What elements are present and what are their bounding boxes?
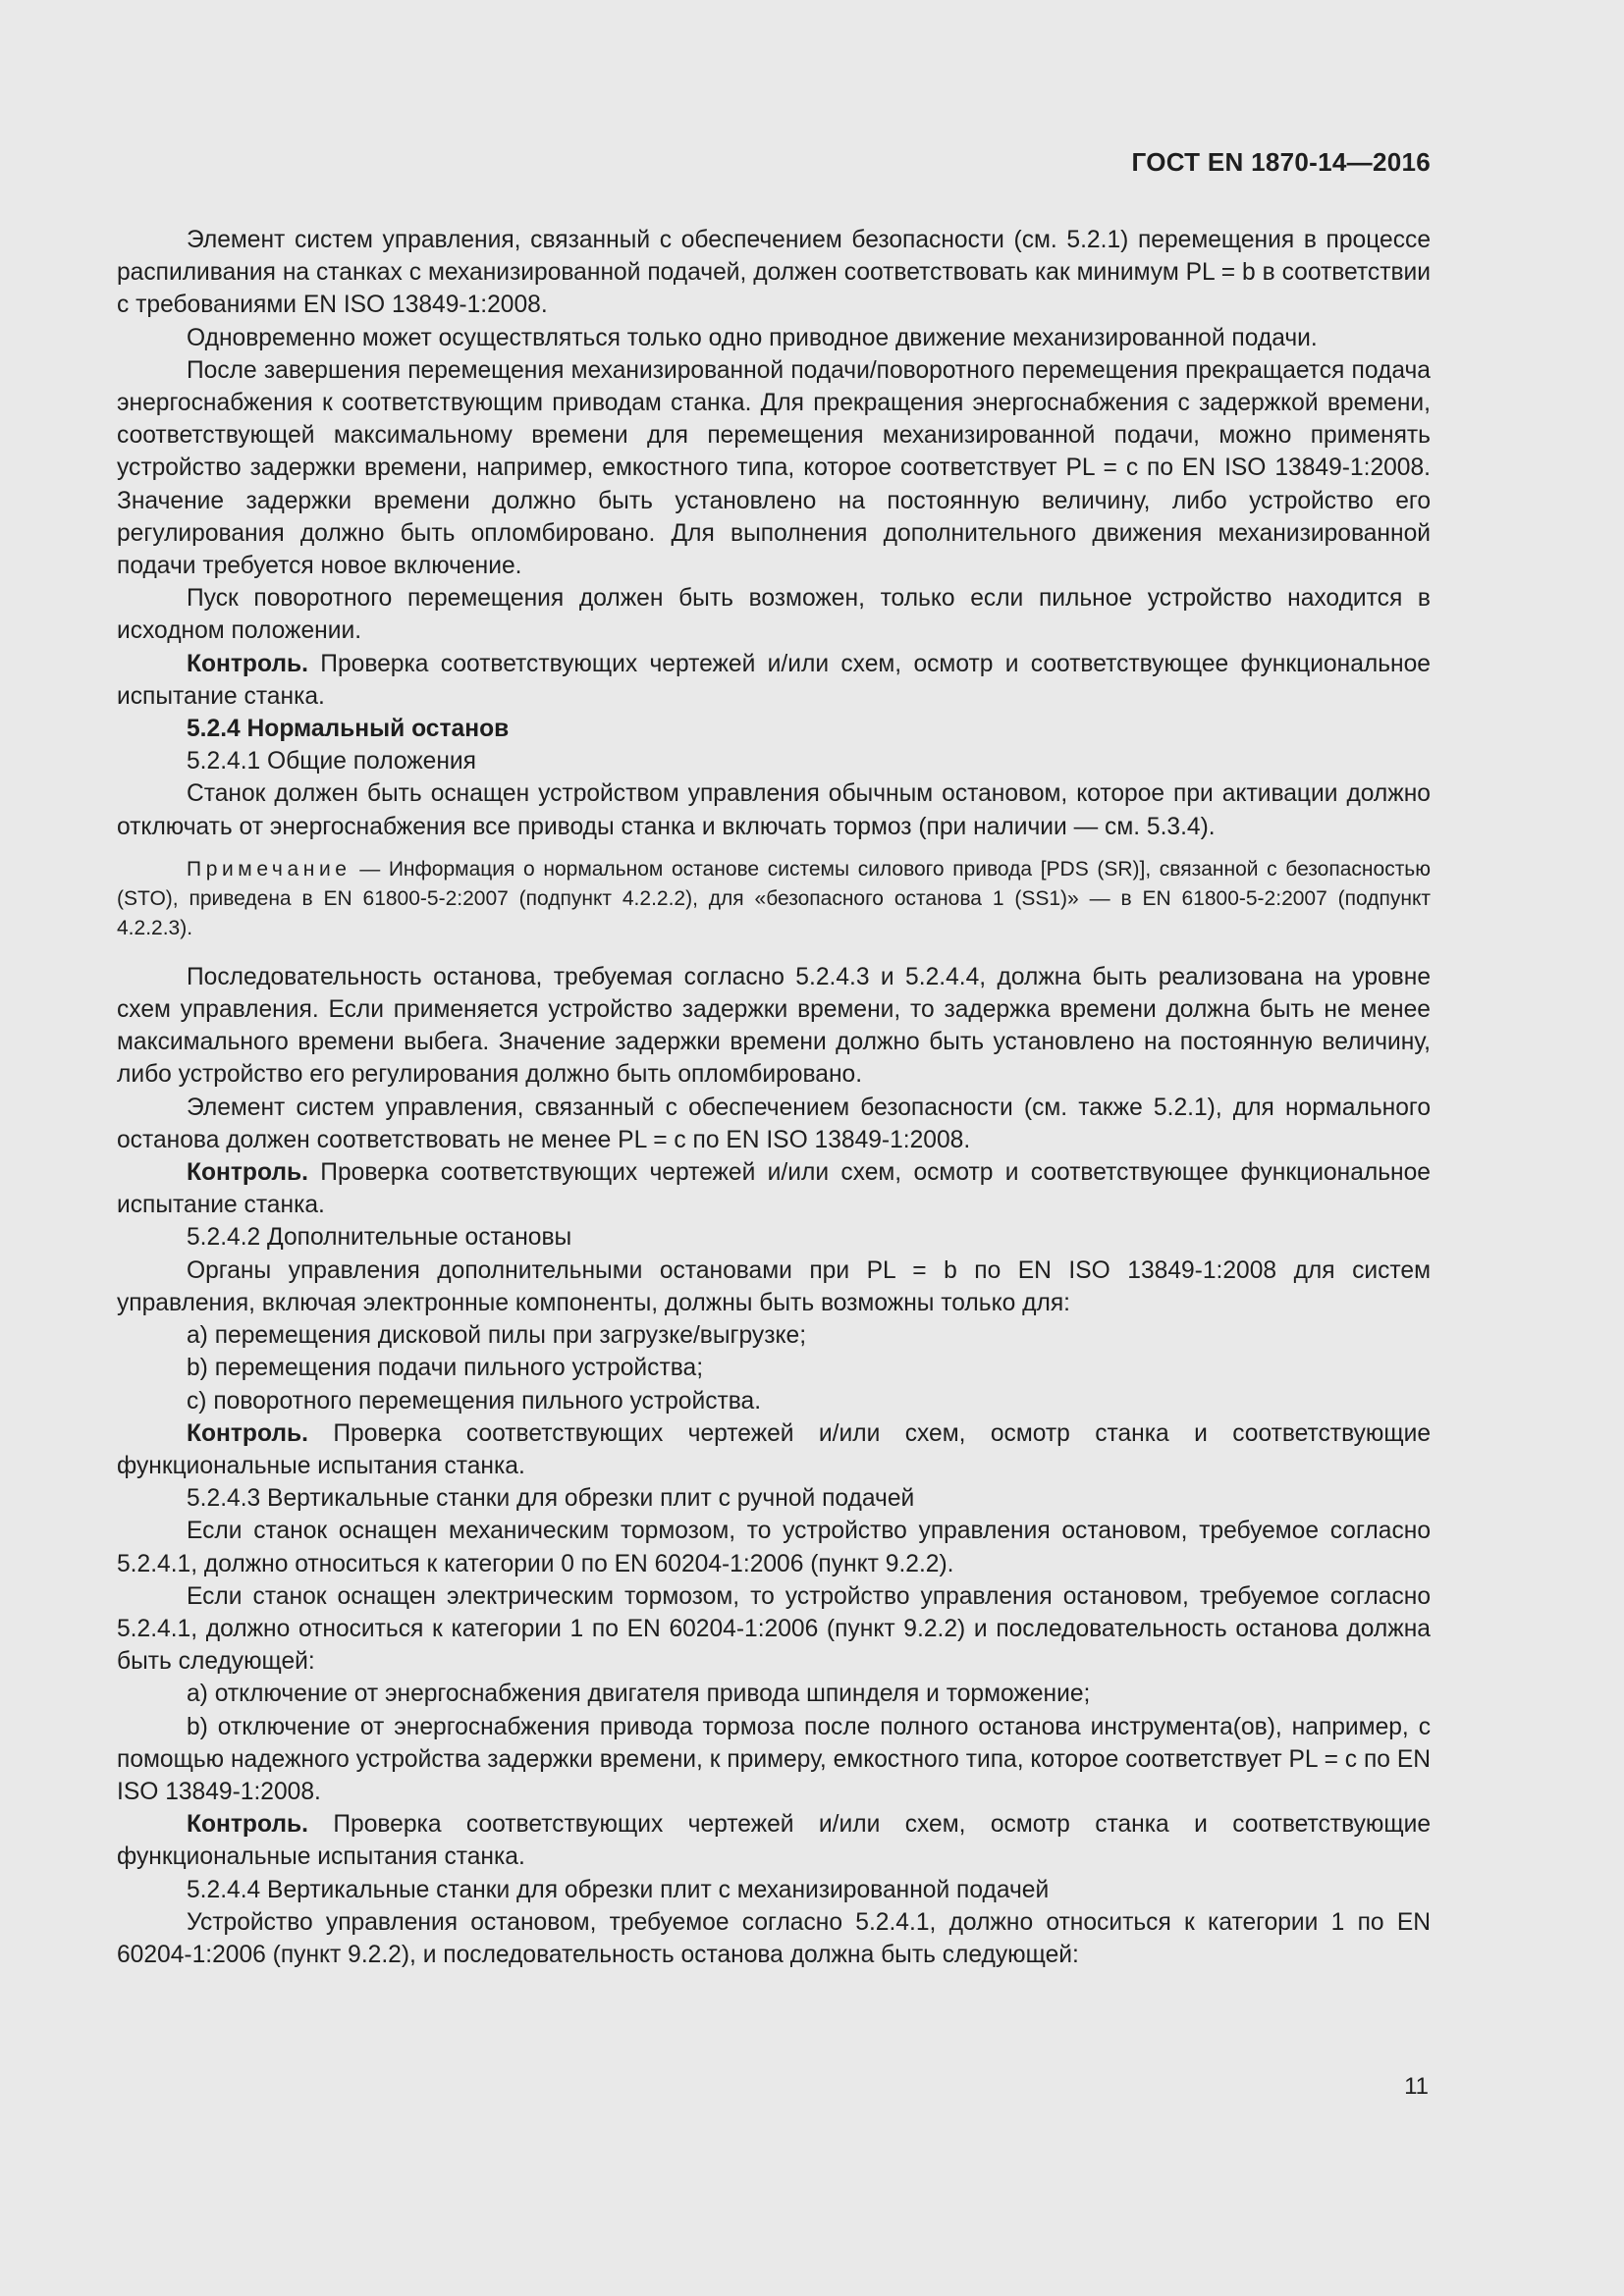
- paragraph: Станок должен быть оснащен устройством управления обычным остановом, которое при активации должно отключать от энергоснабжения все приводы станка и включать тормоз (при наличии — см. 5.3.4).: [117, 780, 1431, 840]
- list-item: b) перемещения подачи пильного устройства;: [187, 1355, 704, 1382]
- note-text: — Информация о нормальном останове системы силового привода [PDS (SR)], связанной с безопасностью (STO), приведена в EN 61800-5-2:2007 (подпункт 4.2.2.2), для «безопасного останова 1 (SS1)» — в EN 61800-5-2:2007 (подпункт 4.2.2.3).: [117, 857, 1431, 939]
- control-text: Проверка соответствующих чертежей и/или схем, осмотр станка и соответствующие функциональные испытания станка.: [117, 1811, 1431, 1871]
- list-item: a) отключение от энергоснабжения двигателя привода шпинделя и торможение;: [187, 1681, 1091, 1708]
- control-paragraph: [117, 1808, 1431, 1873]
- subsection-heading: 5.2.4.1 Общие положения: [187, 748, 476, 775]
- control-label: Контроль.: [187, 1159, 308, 1187]
- control-text: Проверка соответствующих чертежей и/или схем, осмотр и соответствующее функциональное испытание станка.: [117, 1159, 1431, 1219]
- note: [117, 855, 1431, 943]
- control-label: Контроль.: [187, 1811, 308, 1839]
- paragraph: Если станок оснащен электрическим тормозом, то устройство управления остановом, требуемое согласно 5.2.4.1, должно относиться к категории 1 по EN 60204-1:2006 (пункт 9.2.2) и последовательность останова должна быть следующей:: [117, 1582, 1431, 1676]
- document-body: [117, 224, 1431, 1971]
- paragraph: Органы управления дополнительными остановами при PL = b по EN ISO 13849-1:2008 для систем управления, включая электронные компоненты, должны быть возможны только для:: [117, 1256, 1431, 1316]
- paragraph: Одновременно может осуществляться только одно приводное движение механизированной подачи.: [187, 324, 1318, 351]
- section-heading-text: 5.2.4 Нормальный останов: [187, 716, 510, 743]
- control-paragraph: [117, 648, 1431, 713]
- paragraph: Пуск поворотного перемещения должен быть возможен, только если пильное устройство находится в исходном положении.: [117, 585, 1431, 645]
- subsection-heading: 5.2.4.3 Вертикальные станки для обрезки плит с ручной подачей: [187, 1485, 915, 1513]
- control-paragraph: [117, 1417, 1431, 1482]
- paragraph: Элемент систем управления, связанный с обеспечением безопасности (см. 5.2.1) перемещения в процессе распиливания на станках с механизированной подачей, должен соответствовать как минимум PL = b в соответствии с требованиями EN ISO 13849-1:2008.: [117, 227, 1431, 319]
- paragraph: Если станок оснащен механическим тормозом, то устройство управления остановом, требуемое согласно 5.2.4.1, должно относиться к категории 0 по EN 60204-1:2006 (пункт 9.2.2).: [117, 1518, 1431, 1577]
- control-text: Проверка соответствующих чертежей и/или схем, осмотр станка и соответствующие функциональные испытания станка.: [117, 1419, 1431, 1479]
- control-label: Контроль.: [187, 1419, 308, 1447]
- subsection-heading: 5.2.4.2 Дополнительные остановы: [187, 1224, 572, 1252]
- list-item: b) отключение от энергоснабжения привода тормоза после полного останова инструмента(ов), например, с помощью надежного устройства задержки времени, к примеру, емкостного типа, которое соответствует PL = c по EN ISO 13849-1:2008.: [117, 1713, 1431, 1805]
- list-item: c) поворотного перемещения пильного устройства.: [187, 1387, 762, 1415]
- subsection-heading: 5.2.4.4 Вертикальные станки для обрезки плит с механизированной подачей: [187, 1876, 1050, 1903]
- note-label: Примечание: [187, 857, 352, 881]
- paragraph: Последовательность останова, требуемая согласно 5.2.4.3 и 5.2.4.4, должна быть реализована на уровне схем управления. Если применяется устройство задержки времени, то задержка времени должна быть не менее максимального времени выбега. Значение задержки времени должно быть установлено на постоянную величину, либо устройство его регулирования должно быть опломбировано.: [117, 963, 1431, 1089]
- control-text: Проверка соответствующих чертежей и/или схем, осмотр и соответствующее функциональное испытание станка.: [117, 650, 1431, 710]
- control-label: Контроль.: [187, 650, 308, 677]
- control-paragraph: [117, 1156, 1431, 1221]
- paragraph: После завершения перемещения механизированной подачи/поворотного перемещения прекращается подача энергоснабжения к соответствующим приводам станка. Для прекращения энергоснабжения с задержкой времени, соответствующей максимальному времени для перемещения механизированной подачи, можно применять устройство задержки времени, например, емкостного типа, которое соответствует PL = c по EN ISO 13849-1:2008. Значение задержки времени должно быть установлено на постоянную величину, либо устройство его регулирования должно быть опломбировано. Для выполнения дополнительного движения механизированной подачи требуется новое включение.: [117, 356, 1431, 580]
- paragraph: Устройство управления остановом, требуемое согласно 5.2.4.1, должно относиться к категории 1 по EN 60204-1:2006 (пункт 9.2.2), и последовательность останова должна быть следующей:: [117, 1908, 1431, 1968]
- page-number: 11: [1404, 2073, 1429, 2100]
- document-header: ГОСТ EN 1870-14—2016: [1131, 147, 1431, 177]
- paragraph: Элемент систем управления, связанный с обеспечением безопасности (см. также 5.2.1), для нормального останова должен соответствовать не менее PL = c по EN ISO 13849-1:2008.: [117, 1094, 1431, 1153]
- list-item: a) перемещения дисковой пилы при загрузке/выгрузке;: [187, 1322, 807, 1350]
- section-heading: [117, 713, 1431, 745]
